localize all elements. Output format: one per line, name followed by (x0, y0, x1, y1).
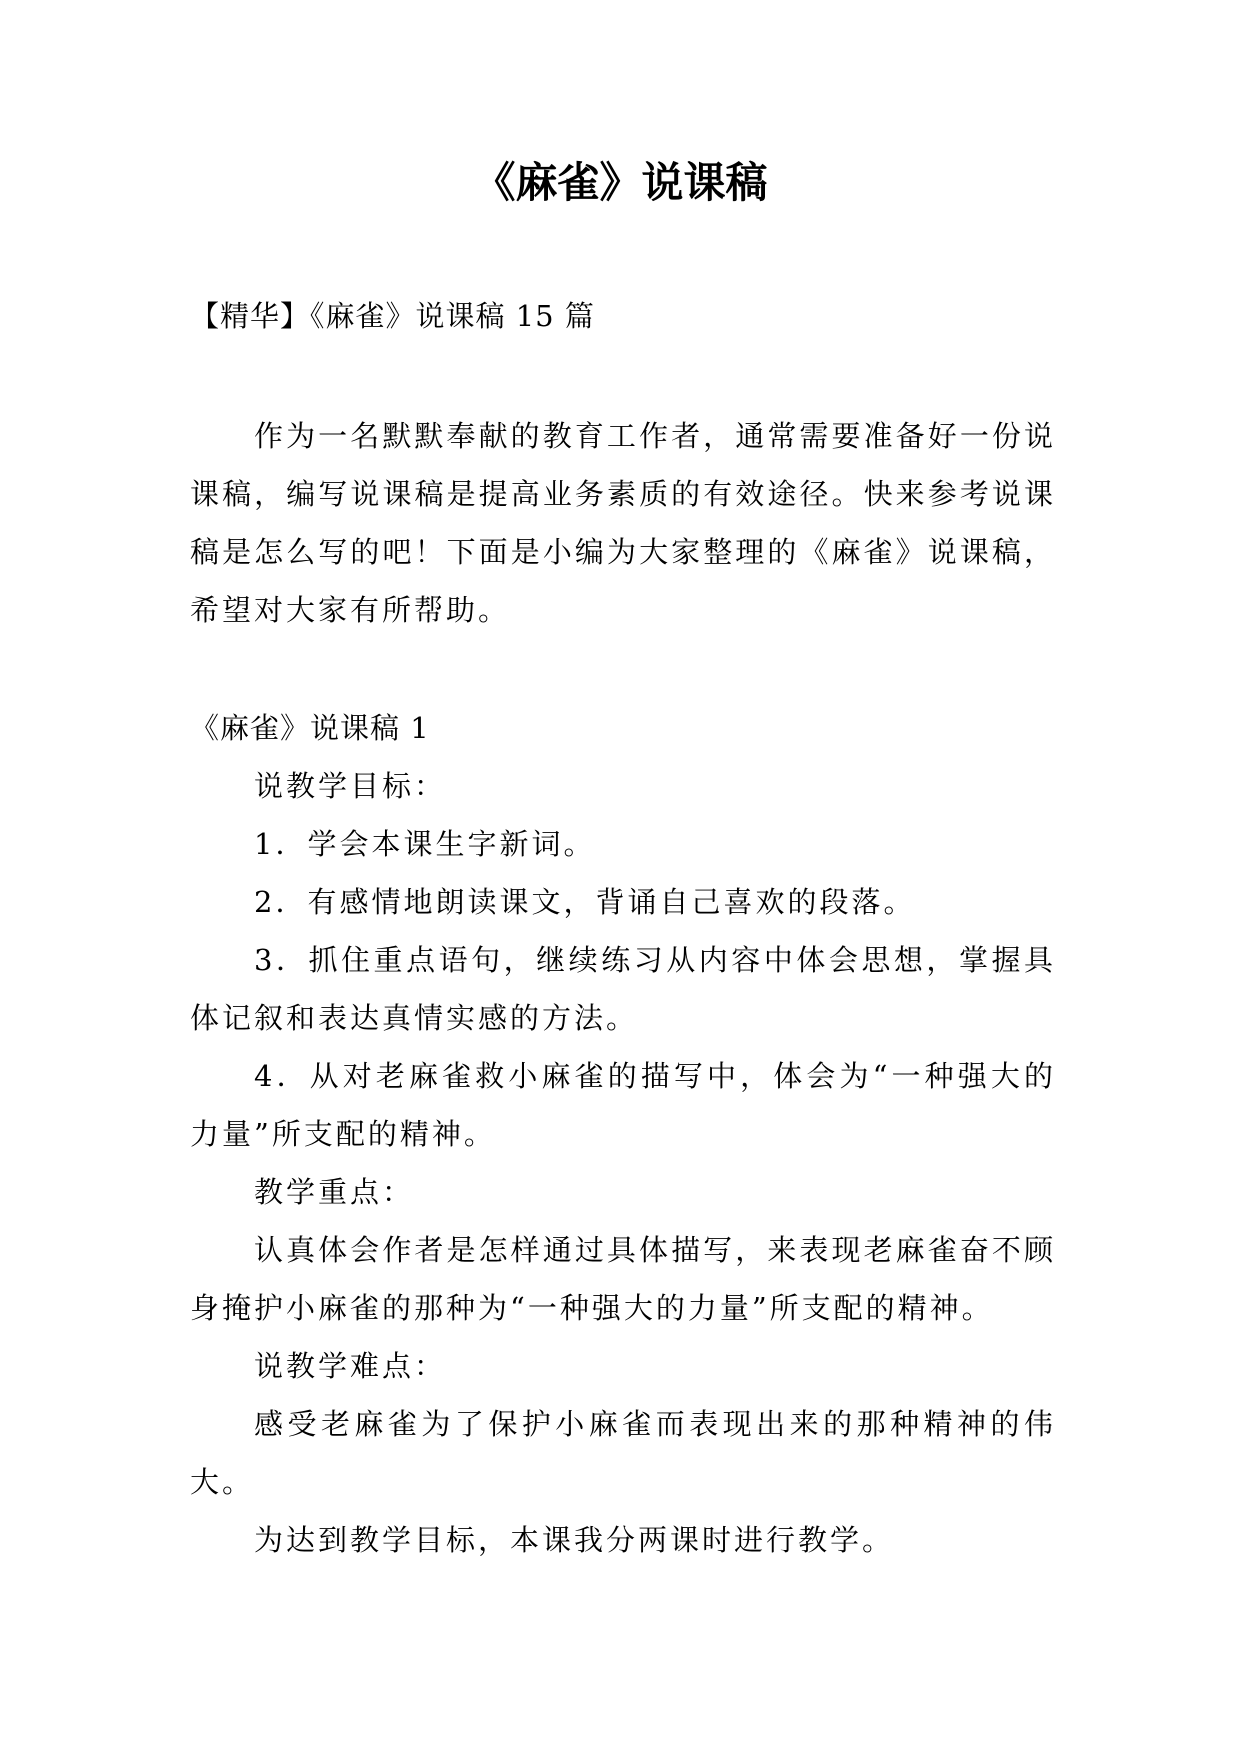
paragraph: 1．学会本课生字新词。 (254, 827, 596, 861)
paragraph: 说教学目标： (254, 769, 447, 803)
paragraph: 认真体会作者是怎样通过具体描写，来表现老麻雀奋不顾身掩护小麻雀的那种为“一种强大的力量”所支配的精神。 (190, 1233, 1056, 1325)
section-title: 《麻雀》说课稿 1 (190, 711, 430, 745)
paragraph: 为达到教学目标，本课我分两课时进行教学。 (254, 1523, 895, 1557)
intro-paragraph: 作为一名默默奉献的教育工作者，通常需要准备好一份说课稿，编写说课稿是提高业务素质的有效途径。快来参考说课稿是怎么写的吧！下面是小编为大家整理的《麻雀》说课稿，希望对大家有所帮助。 (190, 419, 1056, 627)
paragraph: 说教学难点： (254, 1349, 447, 1383)
paragraph: 教学重点： (254, 1175, 415, 1209)
paragraph: 感受老麻雀为了保护小麻雀而表现出来的那种精神的伟大。 (190, 1407, 1056, 1499)
document-subtitle: 【精华】《麻雀》说课稿 15 篇 (190, 299, 595, 333)
document-title: 《麻雀》说课稿 (473, 158, 768, 207)
document-body (190, 407, 1056, 1569)
paragraph: 3．抓住重点语句，继续练习从内容中体会思想，掌握具体记叙和表达真情实感的方法。 (190, 943, 1056, 1035)
paragraph: 2．有感情地朗读课文，背诵自己喜欢的段落。 (254, 885, 916, 919)
paragraph: 4．从对老麻雀救小麻雀的描写中，体会为“一种强大的力量”所支配的精神。 (190, 1059, 1056, 1151)
